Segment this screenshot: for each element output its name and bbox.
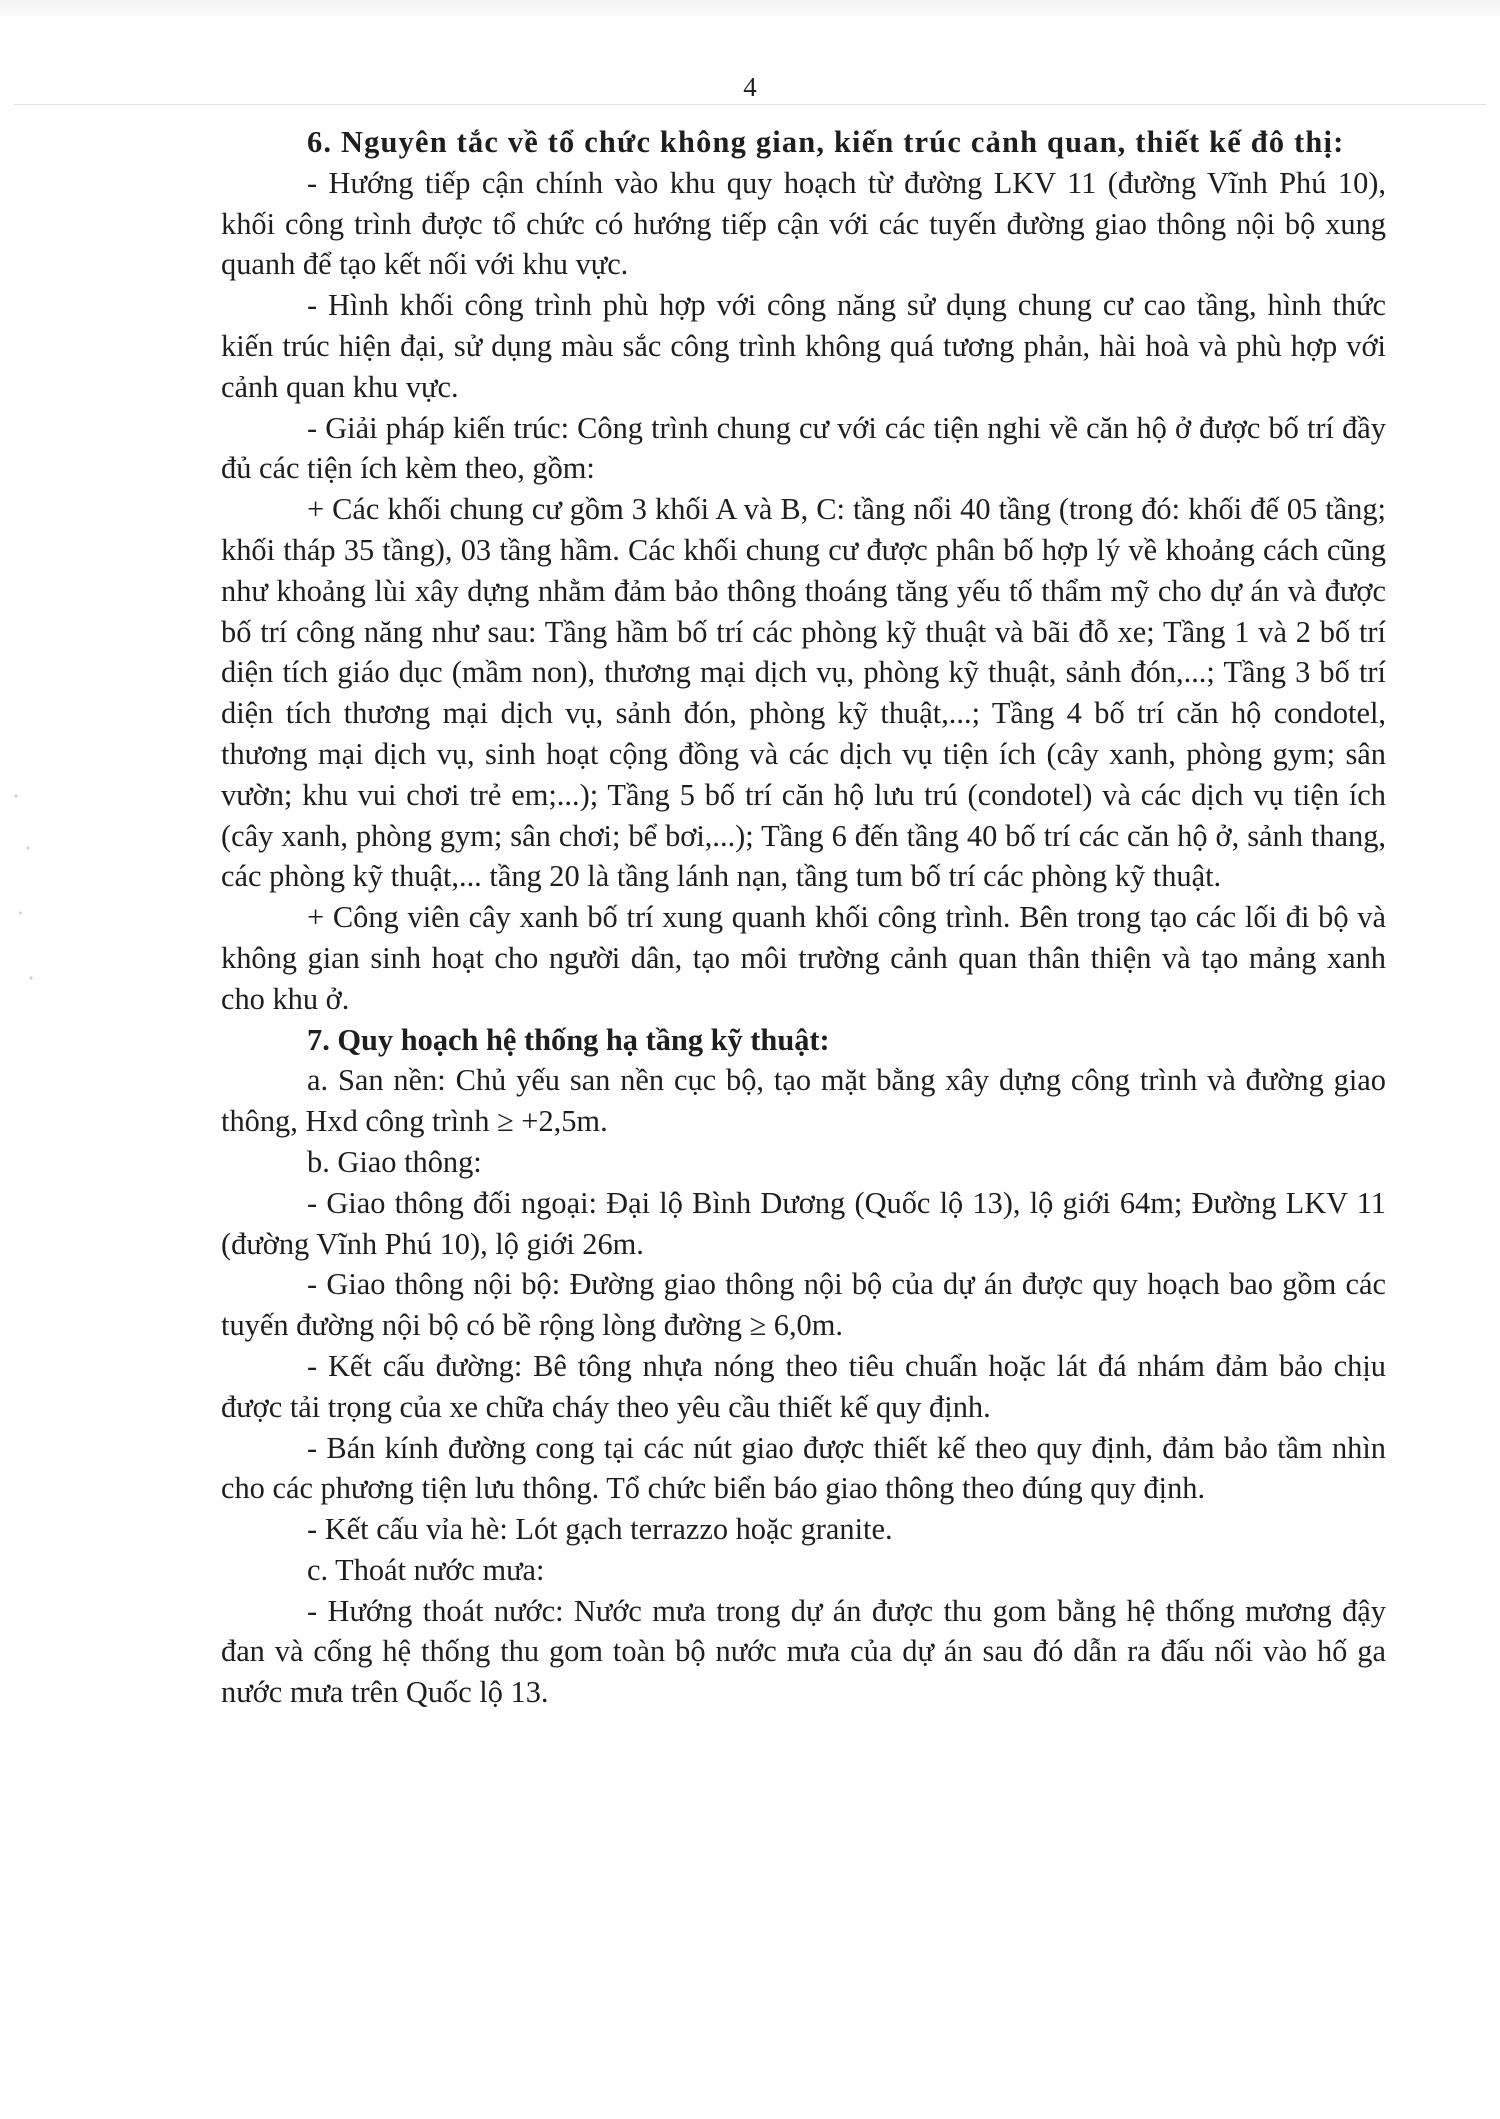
- section-7-paragraph: b. Giao thông:: [307, 1144, 482, 1179]
- section-7-heading: 7. Quy hoạch hệ thống hạ tầng kỹ thuật:: [307, 1022, 830, 1057]
- section-7-paragraph: c. Thoát nước mưa:: [307, 1552, 545, 1587]
- section-6-paragraph: + Công viên cây xanh bố trí xung quanh khối công trình. Bên trong tạo các lối đi bộ và không gian sinh hoạt cho người dân, tạo môi trường cảnh quan thân thiện và tạo mảng xanh cho khu ở.: [221, 900, 1386, 1016]
- section-6-paragraph: - Hướng tiếp cận chính vào khu quy hoạch từ đường LKV 11 (đường Vĩnh Phú 10), khối công trình được tổ chức có hướng tiếp cận với các tuyến đường giao thông nội bộ xung quanh để tạo kết nối với khu vực.: [221, 165, 1386, 282]
- scan-specks: [10, 770, 40, 1030]
- section-7-paragraph: a. San nền: Chủ yếu san nền cục bộ, tạo mặt bằng xây dựng công trình và đường giao thông, Hxd công trình ≥ +2,5m.: [221, 1063, 1386, 1139]
- section-7-paragraph: - Kết cấu vỉa hè: Lót gạch terrazzo hoặc granite.: [307, 1512, 893, 1547]
- section-6-paragraph: - Giải pháp kiến trúc: Công trình chung cư với các tiện nghi về căn hộ ở được bố trí đầy đủ các tiện ích kèm theo, gồm:: [221, 410, 1386, 486]
- section-6-paragraph: + Các khối chung cư gồm 3 khối A và B, C: tầng nổi 40 tầng (trong đó: khối đế 05 tầng; khối tháp 35 tầng), 03 tầng hầm. Các khối chung cư được phân bố hợp lý về khoảng cách cũng như khoảng lùi xây dựng nhằm đảm bảo thông thoáng tăng yếu tố thẩm mỹ cho dự án và được bố trí công năng như sau: Tầng hầm bố trí các phòng kỹ thuật và bãi đỗ xe; Tầng 1 và 2 bố trí diện tích giáo dục (mầm non), thương mại dịch vụ, phòng kỹ thuật, sảnh đón,...; Tầng 3 bố trí diện tích thương mại dịch vụ, sảnh đón, phòng kỹ thuật,...; Tầng 4 bố trí căn hộ condotel, thương mại dịch vụ, sinh hoạt cộng đồng và các dịch vụ tiện ích (cây xanh, phòng gym; sân vườn; khu vui chơi trẻ em;...); Tầng 5 bố trí căn hộ lưu trú (condotel) và các dịch vụ tiện ích (cây xanh, phòng gym; sân chơi; bể bơi,...); Tầng 6 đến tầng 40 bố trí các căn hộ ở, sảnh thang, các phòng kỹ thuật,... tầng 20 là tầng lánh nạn, tầng tum bố trí các phòng kỹ thuật.: [221, 492, 1386, 894]
- section-7-paragraph: - Giao thông đối ngoại: Đại lộ Bình Dương (Quốc lộ 13), lộ giới 64m; Đường LKV 11 (đường Vĩnh Phú 10), lộ giới 26m.: [221, 1185, 1386, 1261]
- page-number: 4: [743, 72, 757, 102]
- section-6-heading: 6. Nguyên tắc về tổ chức không gian, kiến trúc cảnh quan, thiết kế đô thị:: [307, 125, 1345, 159]
- scan-top-edge: [0, 0, 1500, 20]
- section-7-paragraph: - Hướng thoát nước: Nước mưa trong dự án được thu gom bằng hệ thống mương đậy đan và cống hệ thống thu gom toàn bộ nước mưa của dự án sau đó dẫn ra đấu nối vào hố ga nước mưa trên Quốc lộ 13.: [221, 1593, 1386, 1710]
- section-7-paragraph: - Bán kính đường cong tại các nút giao được thiết kế theo quy định, đảm bảo tầm nhìn cho các phương tiện lưu thông. Tổ chức biển báo giao thông theo đúng quy định.: [221, 1430, 1386, 1506]
- section-6-paragraph: - Hình khối công trình phù hợp với công năng sử dụng chung cư cao tầng, hình thức kiến trúc hiện đại, sử dụng màu sắc công trình không quá tương phản, hài hoà và phù hợp với cảnh quan khu vực.: [221, 288, 1386, 404]
- scan-rule-line: [14, 104, 1486, 105]
- section-7-paragraph: - Giao thông nội bộ: Đường giao thông nội bộ của dự án được quy hoạch bao gồm các tuyến đường nội bộ có bề rộng lòng đường ≥ 6,0m.: [221, 1267, 1386, 1343]
- section-7-paragraph: - Kết cấu đường: Bê tông nhựa nóng theo tiêu chuẩn hoặc lát đá nhám đảm bảo chịu được tải trọng của xe chữa cháy theo yêu cầu thiết kế quy định.: [221, 1348, 1386, 1424]
- document-body: [221, 122, 1386, 1713]
